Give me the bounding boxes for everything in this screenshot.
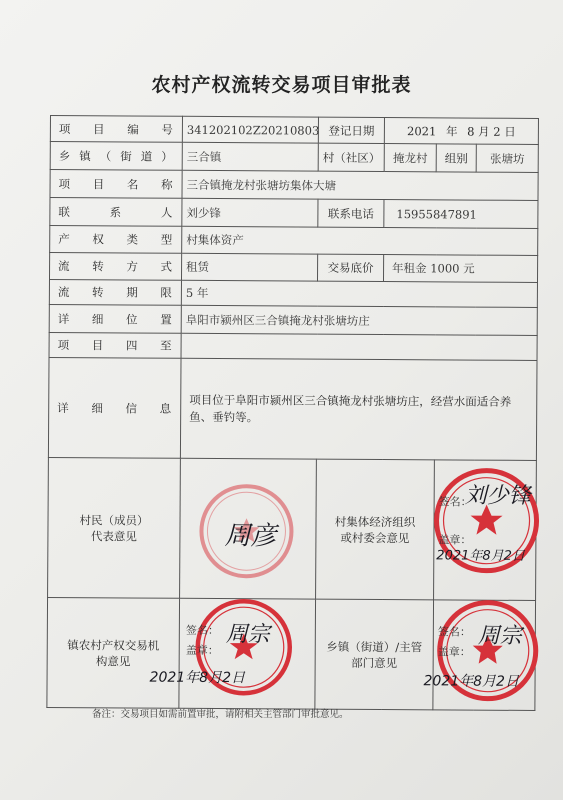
group-value: 张塘坊 [476, 144, 538, 172]
group-label: 组别 [436, 144, 476, 172]
contact-value: 刘少锋 [182, 198, 318, 227]
reg-date-day: 2 [493, 124, 501, 139]
reg-date-month: 8 [467, 124, 475, 139]
row-opinions-1 [48, 457, 537, 600]
location-label: 详 细 位 置 [49, 304, 181, 333]
villagers-opinion-cell [180, 458, 317, 599]
row-contact [50, 198, 538, 229]
villagers-opinion-text: 村民（成员）代表意见 [79, 512, 149, 544]
row-details [48, 357, 537, 460]
town-dept-date: 2021年8月2日 [423, 673, 520, 690]
town-dept-sign-label: 签名： [437, 625, 471, 639]
row-location [49, 304, 537, 335]
phone-value: 15955847891 [384, 200, 538, 229]
location-value: 阜阳市颍州区三合镇掩龙村张塘坊庄 [181, 305, 537, 335]
village-committee-cell [434, 460, 537, 601]
row-opinions-2 [47, 597, 536, 710]
row-boundary [49, 332, 537, 360]
town-dept-text: 乡镇（街道）/主管部门意见 [326, 639, 423, 670]
base-price-value: 年租金 1000 元 [383, 255, 537, 283]
row-project-name [50, 170, 538, 201]
transfer-term-value: 5 年 [181, 280, 537, 307]
town-agency-seal-label: 盖章： [185, 643, 219, 658]
town-agency-label [47, 597, 180, 708]
town-dept-cell [423, 600, 536, 711]
transfer-mode-value: 租赁 [181, 253, 317, 281]
reg-date-day-unit: 日 [504, 124, 516, 139]
town-dept-signature: 周宗 [477, 623, 522, 649]
village-label: 村（社区） [318, 143, 384, 171]
village-committee-date: 2021年8月2日 [436, 548, 525, 564]
villagers-signature: 周彦 [224, 521, 277, 552]
village-committee-signature: 刘少锋 [464, 483, 531, 509]
details-value: 项目位于阜阳市颍州区三合镇掩龙村张塘坊庄，经营水面适合养鱼、垂钓等。 [180, 358, 537, 460]
property-type-value: 村集体资产 [182, 226, 538, 255]
phone-label: 联系电话 [318, 199, 384, 227]
project-name-label: 项 目 名 称 [50, 170, 182, 199]
page-title: 农村产权流转交易项目审批表 [151, 74, 412, 96]
reg-date-year-unit: 年 [445, 123, 458, 138]
row-project-no [50, 116, 538, 145]
reg-date-year: 2021 [407, 123, 437, 138]
footnote: 备注：交易项目如需前置审批，请附相关主管部门审批意见。 [92, 709, 349, 720]
reg-date-month-unit: 月 [478, 124, 490, 139]
row-transfer-mode [49, 253, 537, 283]
approval-form-table [46, 115, 539, 711]
town-dept-seal-label: 盖章： [437, 645, 471, 659]
boundary-label: 项 目 四 至 [49, 332, 181, 358]
village-value: 掩龙村 [384, 144, 436, 172]
town-agency-signature: 周宗 [225, 622, 270, 648]
town-agency-date: 2021年8月2日 [149, 669, 246, 687]
village-committee-sign-label: 签名： [438, 495, 472, 509]
property-type-label: 产 权 类 型 [50, 226, 182, 254]
villagers-opinion-label [48, 457, 181, 598]
township-value: 三合镇 [182, 142, 318, 171]
reg-date-label: 登记日期 [318, 117, 384, 143]
project-name-value: 三合镇掩龙村张塘坊集体大塘 [182, 170, 538, 200]
town-dept-label [315, 599, 434, 710]
contact-label: 联 系 人 [50, 198, 182, 227]
town-agency-sign-label: 签名： [185, 623, 219, 638]
village-committee-label [316, 459, 435, 600]
reg-date-value [384, 118, 538, 145]
transfer-term-label: 流 转 期 限 [49, 280, 181, 306]
row-property-type [50, 226, 538, 256]
boundary-value [181, 333, 537, 360]
village-committee-seal-label: 盖章： [438, 533, 472, 547]
row-township [50, 142, 538, 173]
details-label: 详 细 信 息 [48, 357, 181, 458]
base-price-label: 交易底价 [317, 254, 383, 281]
project-no-label: 项 目 编 号 [50, 116, 182, 143]
town-agency-text: 镇农村产权交易机构意见 [67, 637, 160, 669]
project-no-value: 341202102Z20210803 [182, 116, 318, 143]
row-transfer-term [49, 280, 537, 308]
town-agency-cell [149, 598, 316, 709]
village-committee-text: 村集体经济组织或村委会意见 [334, 514, 416, 545]
township-label: 乡镇（街道） [50, 142, 182, 171]
transfer-mode-label: 流 转 方 式 [49, 253, 181, 281]
